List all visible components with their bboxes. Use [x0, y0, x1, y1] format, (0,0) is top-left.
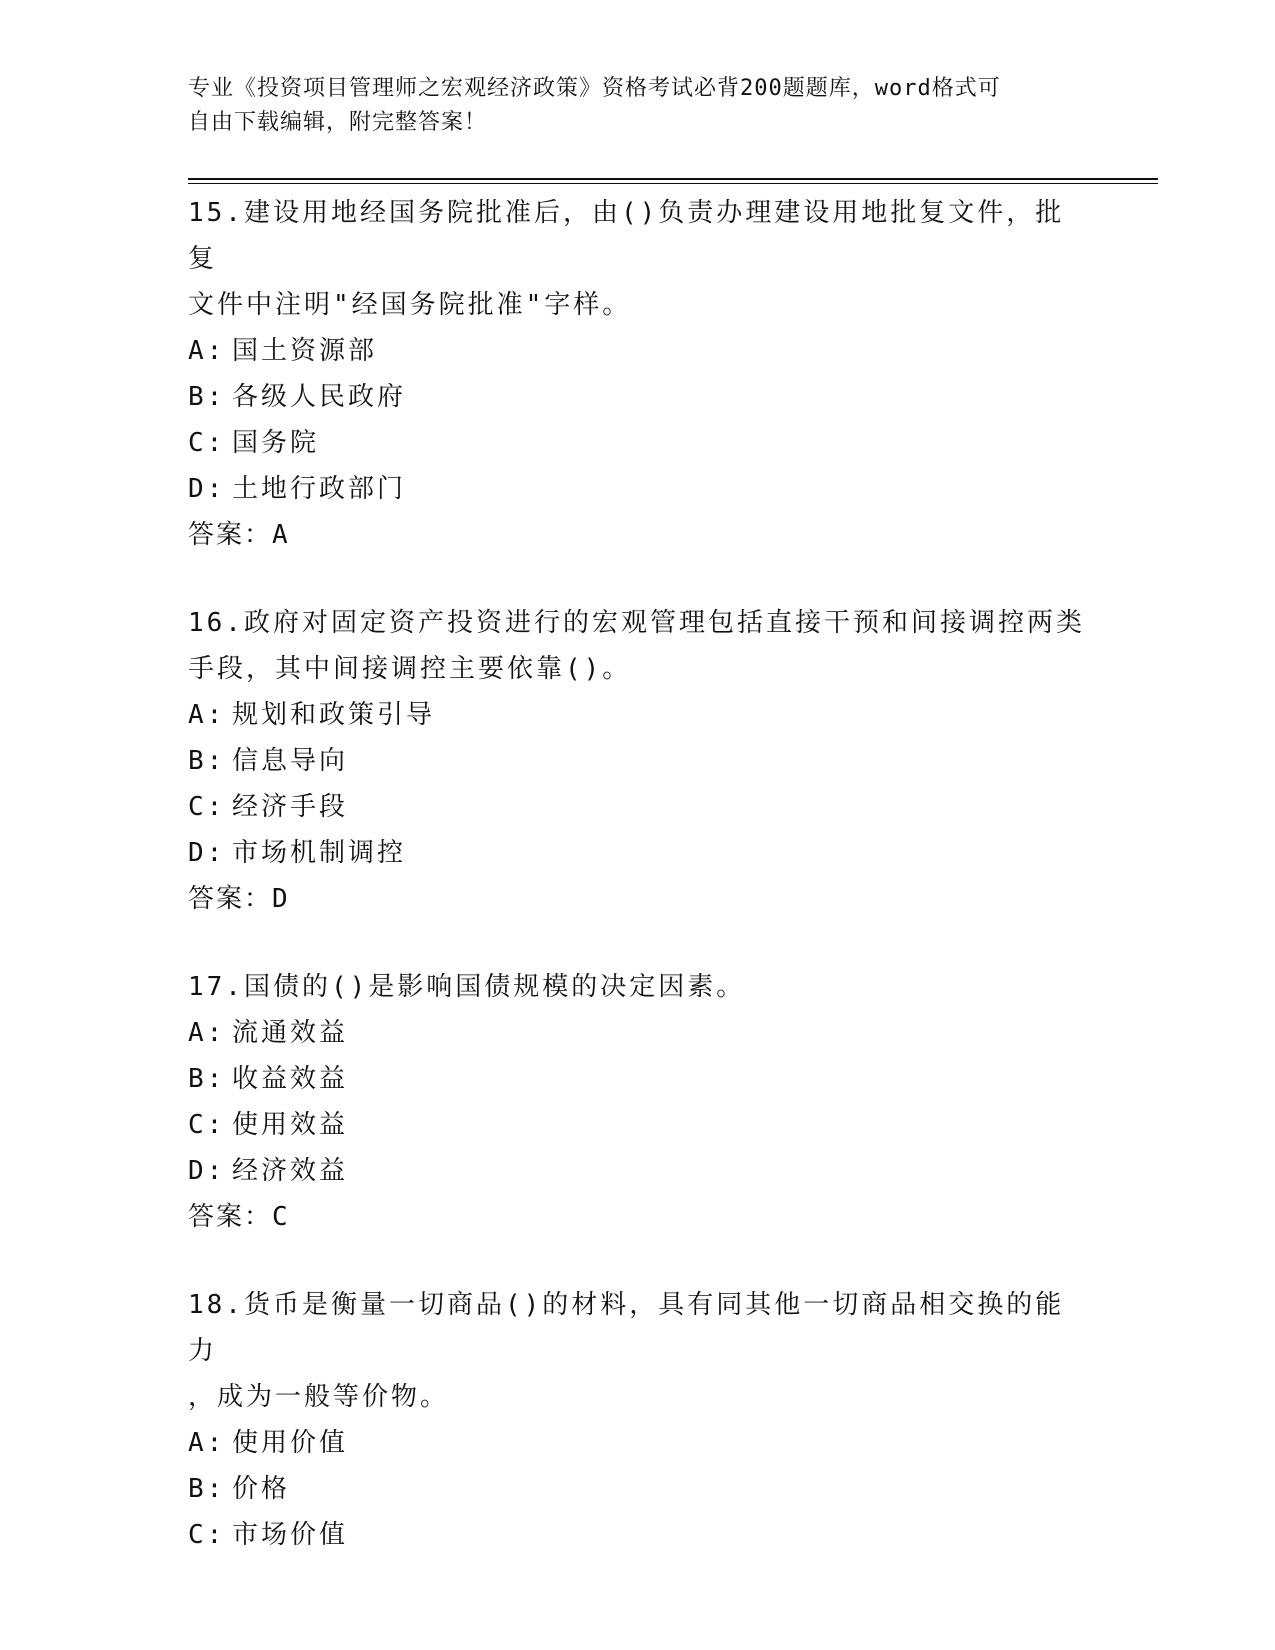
option-text: 国土资源部 [232, 336, 378, 366]
option-key: A: [188, 1428, 226, 1458]
option-text: 收益效益 [232, 1064, 349, 1094]
option-d [188, 830, 1088, 876]
answer-line: 答案：D [188, 884, 290, 914]
option-text: 各级人民政府 [232, 382, 407, 412]
option-key: B: [188, 1474, 226, 1504]
option-key: A: [188, 336, 226, 366]
option-text: 流通效益 [232, 1018, 349, 1048]
question-stem-line: 15.建设用地经国务院批准后，由()负责办理建设用地批复文件，批复 [188, 198, 1065, 274]
option-text: 使用价值 [232, 1428, 349, 1458]
option-key: C: [188, 1110, 226, 1140]
option-c [188, 784, 1088, 830]
option-text: 使用效益 [232, 1110, 349, 1140]
option-key: B: [188, 746, 226, 776]
option-text: 规划和政策引导 [232, 700, 436, 730]
option-b [188, 1056, 1088, 1102]
option-key: D: [188, 838, 226, 868]
option-text: 信息导向 [232, 746, 349, 776]
option-a [188, 1420, 1088, 1466]
answer-line: 答案：C [188, 1202, 290, 1232]
option-c [188, 420, 1088, 466]
option-key: A: [188, 1018, 226, 1048]
option-key: D: [188, 474, 226, 504]
option-a [188, 692, 1088, 738]
question-stem-line: 手段，其中间接调控主要依靠()。 [188, 654, 632, 684]
header-line-1: 专业《投资项目管理师之宏观经济政策》资格考试必背200题题库，word格式可 [188, 76, 1001, 101]
option-a [188, 328, 1088, 374]
option-text: 市场价值 [232, 1520, 349, 1550]
option-b [188, 738, 1088, 784]
question-stem-line: 18.货币是衡量一切商品()的材料，具有同其他一切商品相交换的能力 [188, 1290, 1065, 1366]
option-d [188, 1148, 1088, 1194]
question-block [188, 190, 1088, 558]
option-key: C: [188, 792, 226, 822]
question-stem-line: 16.政府对固定资产投资进行的宏观管理包括直接干预和间接调控两类 [188, 608, 1085, 638]
header-line-2: 自由下载编辑，附完整答案！ [188, 110, 488, 135]
question-list [188, 190, 1088, 1558]
option-text: 经济效益 [232, 1156, 349, 1186]
option-text: 市场机制调控 [232, 838, 407, 868]
option-key: B: [188, 1064, 226, 1094]
option-text: 价格 [232, 1474, 291, 1504]
option-text: 经济手段 [232, 792, 349, 822]
question-stem-line: 17.国债的()是影响国债规模的决定因素。 [188, 972, 746, 1002]
option-key: A: [188, 700, 226, 730]
option-text: 国务院 [232, 428, 320, 458]
question-block [188, 964, 1088, 1240]
header-divider-thick [188, 178, 1158, 180]
option-text: 土地行政部门 [232, 474, 407, 504]
option-key: B: [188, 382, 226, 412]
option-a [188, 1010, 1088, 1056]
option-d [188, 466, 1088, 512]
document-header [188, 72, 1068, 140]
question-stem-line: 文件中注明"经国务院批准"字样。 [188, 290, 632, 320]
option-b [188, 1466, 1088, 1512]
question-block [188, 600, 1088, 922]
option-c [188, 1102, 1088, 1148]
answer-line: 答案：A [188, 520, 290, 550]
option-key: C: [188, 1520, 226, 1550]
question-block [188, 1282, 1088, 1558]
header-divider-thin [188, 183, 1158, 184]
option-b [188, 374, 1088, 420]
question-stem-line: ，成为一般等价物。 [188, 1382, 450, 1412]
option-key: C: [188, 428, 226, 458]
option-key: D: [188, 1156, 226, 1186]
option-c [188, 1512, 1088, 1558]
